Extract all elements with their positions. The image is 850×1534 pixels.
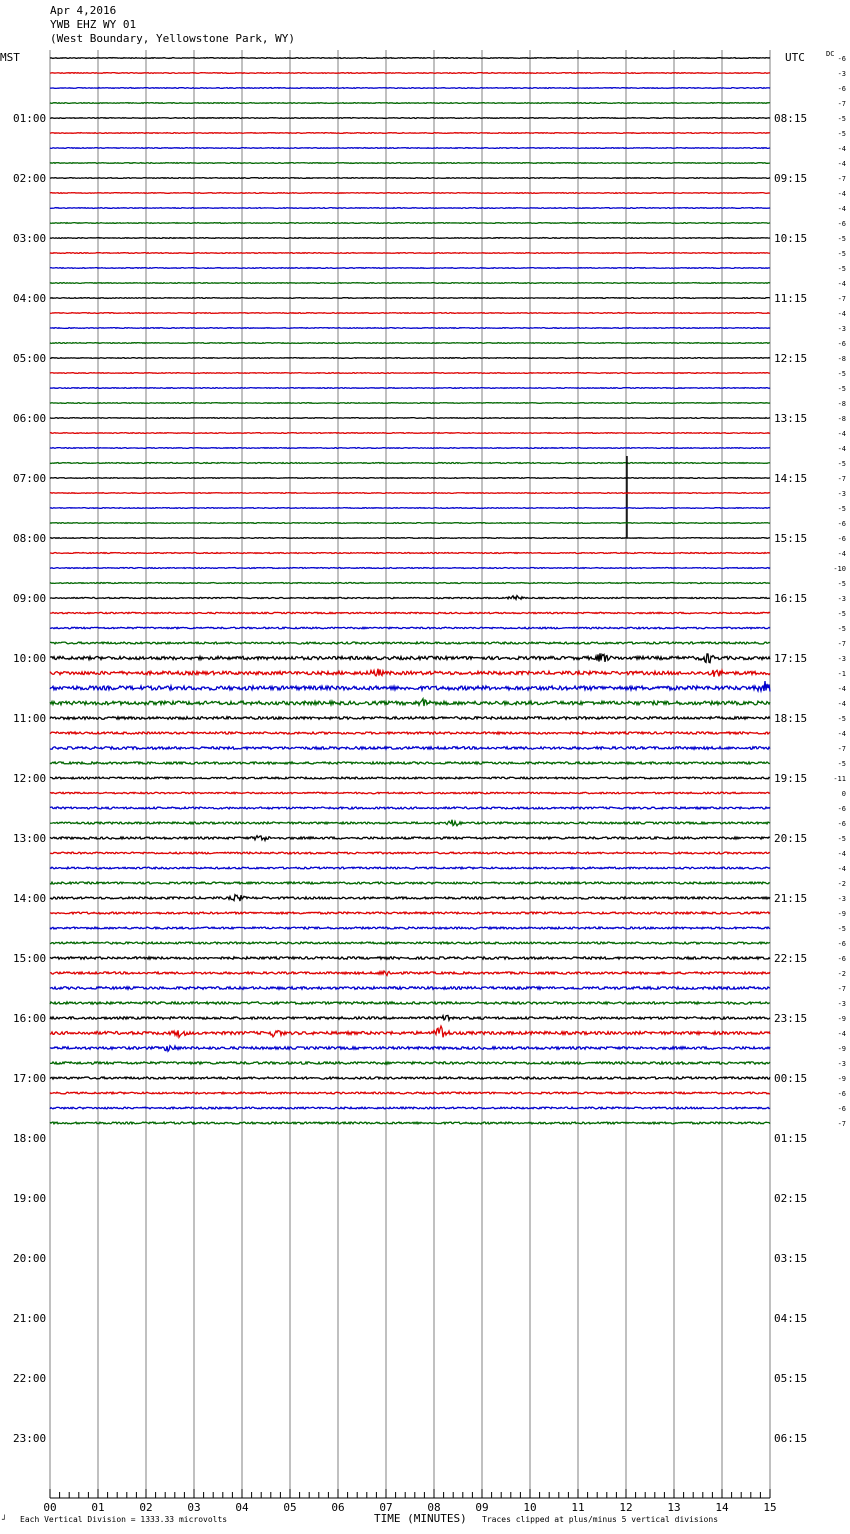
station-location: (West Boundary, Yellowstone Park, WY): [50, 32, 296, 45]
mst-hour-label: 20:00: [13, 1252, 47, 1265]
minute-tick-label: 13: [667, 1501, 681, 1514]
dc-offset-label: -4: [837, 280, 846, 288]
seismic-trace: [50, 1002, 770, 1004]
dc-offset-label: -8: [837, 415, 846, 423]
mst-hour-labels: [13, 112, 46, 1445]
dc-offset-label: -4: [837, 310, 846, 318]
seismic-trace: [50, 373, 770, 374]
seismic-trace: [50, 612, 770, 613]
seismic-trace: [50, 1026, 770, 1037]
dc-offset-label: -7: [837, 745, 846, 753]
dc-offset-label: -4: [837, 205, 846, 213]
minute-tick-label: 04: [235, 1501, 249, 1514]
utc-hour-label: 13:15: [774, 412, 808, 425]
seismic-trace: [50, 523, 770, 524]
seismic-trace: [50, 238, 770, 239]
seismic-trace: [50, 448, 770, 449]
seismic-trace: [50, 681, 770, 691]
seismic-trace: [50, 358, 770, 359]
utc-hour-label: 21:15: [774, 892, 808, 905]
seismic-traces: [50, 58, 770, 1124]
utc-hour-label: 06:15: [774, 1432, 808, 1445]
dc-offset-label: -7: [837, 175, 846, 183]
dc-offset-label: -4: [837, 865, 846, 873]
mst-hour-label: 04:00: [13, 292, 47, 305]
right-timezone-label: UTC: [785, 51, 805, 64]
mst-hour-label: 01:00: [13, 112, 47, 125]
seismic-trace: [50, 103, 770, 104]
mst-hour-label: 06:00: [13, 412, 47, 425]
seismic-trace: [50, 912, 770, 914]
seismic-trace: [50, 208, 770, 209]
seismic-trace: [50, 283, 770, 284]
dc-offset-label: -5: [837, 625, 846, 633]
seismic-trace: [50, 388, 770, 389]
utc-hour-label: 03:15: [774, 1252, 808, 1265]
vertical-division-note: Each Vertical Division = 1333.33 microvolts: [20, 1515, 228, 1524]
clipping-note: Traces clipped at plus/minus 5 vertical divisions: [482, 1515, 719, 1524]
dc-offset-label: -3: [837, 1060, 846, 1068]
time-axis: [43, 1489, 776, 1514]
seismic-trace: [50, 942, 770, 944]
seismic-trace: [50, 895, 770, 901]
utc-hour-label: 02:15: [774, 1192, 808, 1205]
dc-offset-label: -1: [837, 670, 846, 678]
utc-hour-labels: [774, 112, 807, 1445]
seismic-trace: [50, 223, 770, 224]
seismic-trace: [50, 971, 770, 975]
dc-offset-label: -7: [837, 985, 846, 993]
utc-hour-label: 22:15: [774, 952, 808, 965]
seismic-trace: [50, 313, 770, 314]
seismic-trace: [50, 493, 770, 494]
utc-hour-label: 19:15: [774, 772, 808, 785]
dc-offset-label: -6: [837, 340, 846, 348]
dc-header-label: DC: [826, 50, 835, 58]
seismic-trace: [50, 118, 770, 119]
utc-hour-label: 16:15: [774, 592, 808, 605]
mst-hour-label: 23:00: [13, 1432, 47, 1445]
seismic-trace: [50, 596, 770, 600]
seismic-trace: [50, 1062, 770, 1064]
minute-tick-label: 15: [763, 1501, 777, 1514]
dc-offset-label: -5: [837, 130, 846, 138]
seismic-trace: [50, 836, 770, 841]
dc-offset-label: -9: [837, 1045, 846, 1053]
dc-offset-label: -6: [837, 940, 846, 948]
dc-offset-label: -6: [837, 535, 846, 543]
dc-offset-label: -5: [837, 580, 846, 588]
dc-offset-labels: [833, 55, 846, 1128]
minute-tick-label: 00: [43, 1501, 57, 1514]
dc-offset-label: -5: [837, 460, 846, 468]
dc-offset-label: -4: [837, 1030, 846, 1038]
dc-offset-label: -3: [837, 895, 846, 903]
mst-hour-label: 11:00: [13, 712, 47, 725]
dc-offset-label: -3: [837, 1000, 846, 1008]
seismic-trace: [50, 328, 770, 329]
seismic-trace: [50, 1046, 770, 1051]
seismic-trace: [50, 1092, 770, 1094]
seismic-trace: [50, 418, 770, 419]
dc-offset-label: -6: [837, 220, 846, 228]
mst-hour-label: 12:00: [13, 772, 47, 785]
dc-offset-label: -8: [837, 400, 846, 408]
dc-offset-label: -11: [833, 775, 846, 783]
utc-hour-label: 09:15: [774, 172, 808, 185]
seismic-trace: [50, 88, 770, 89]
dc-offset-label: -9: [837, 1015, 846, 1023]
dc-offset-label: -5: [837, 235, 846, 243]
mst-hour-label: 05:00: [13, 352, 47, 365]
seismic-trace: [50, 73, 770, 74]
minute-tick-label: 06: [331, 1501, 345, 1514]
dc-offset-label: -6: [837, 1105, 846, 1113]
utc-hour-label: 01:15: [774, 1132, 808, 1145]
seismic-trace: [50, 568, 770, 569]
dc-offset-label: -5: [837, 265, 846, 273]
dc-offset-label: -8: [837, 355, 846, 363]
utc-hour-label: 18:15: [774, 712, 808, 725]
minute-grid-lines: [50, 50, 770, 1498]
minute-tick-label: 10: [523, 1501, 537, 1514]
mst-hour-label: 13:00: [13, 832, 47, 845]
seismic-trace: [50, 298, 770, 299]
seismic-trace: [50, 478, 770, 479]
utc-hour-label: 12:15: [774, 352, 808, 365]
mst-hour-label: 17:00: [13, 1072, 47, 1085]
dc-offset-label: -9: [837, 910, 846, 918]
dc-offset-label: -5: [837, 610, 846, 618]
utc-hour-label: 11:15: [774, 292, 808, 305]
seismic-trace: [50, 1016, 770, 1021]
mst-hour-label: 09:00: [13, 592, 47, 605]
dc-offset-label: -7: [837, 100, 846, 108]
dc-offset-label: -5: [837, 115, 846, 123]
dc-offset-label: -5: [837, 370, 846, 378]
dc-offset-label: -6: [837, 1090, 846, 1098]
seismic-trace: [50, 538, 770, 539]
seismic-trace: [50, 343, 770, 344]
dc-offset-label: -5: [837, 760, 846, 768]
dc-offset-label: -6: [837, 55, 846, 63]
dc-offset-label: -4: [837, 550, 846, 558]
seismic-trace: [50, 669, 770, 677]
dc-offset-label: -4: [837, 850, 846, 858]
dc-offset-label: 0: [841, 790, 846, 798]
dc-offset-label: -2: [837, 970, 846, 978]
seismic-trace: [50, 792, 770, 794]
seismic-trace: [50, 777, 770, 779]
station-code: YWB EHZ WY 01: [50, 18, 137, 31]
left-timezone-label: MST: [0, 51, 20, 64]
minute-tick-label: 05: [283, 1501, 297, 1514]
utc-hour-label: 14:15: [774, 472, 808, 485]
mst-hour-label: 21:00: [13, 1312, 47, 1325]
seismic-trace: [50, 403, 770, 404]
seismic-trace: [50, 867, 770, 869]
seismic-trace: [50, 1077, 770, 1079]
mst-hour-label: 08:00: [13, 532, 47, 545]
seismic-trace: [50, 433, 770, 434]
dc-offset-label: -4: [837, 190, 846, 198]
minute-tick-label: 08: [427, 1501, 441, 1514]
seismic-trace: [50, 627, 770, 629]
mst-hour-label: 03:00: [13, 232, 47, 245]
seismic-trace: [50, 178, 770, 179]
seismic-trace: [50, 927, 770, 929]
dc-offset-label: -7: [837, 475, 846, 483]
dc-offset-label: -6: [837, 820, 846, 828]
mst-hour-label: 02:00: [13, 172, 47, 185]
mst-hour-label: 14:00: [13, 892, 47, 905]
seismic-trace: [50, 717, 770, 720]
footer-corner-mark: ┘: [2, 1515, 7, 1524]
seismic-trace: [50, 852, 770, 854]
seismic-trace: [50, 1122, 770, 1124]
x-axis-title: TIME (MINUTES): [374, 1512, 467, 1525]
seismic-trace: [50, 653, 770, 662]
seismic-trace: [50, 133, 770, 134]
utc-hour-label: 10:15: [774, 232, 808, 245]
seismic-trace: [50, 732, 770, 734]
seismic-trace: [50, 193, 770, 194]
dc-offset-label: -6: [837, 805, 846, 813]
dc-offset-label: -9: [837, 1075, 846, 1083]
minute-tick-label: 14: [715, 1501, 729, 1514]
seismic-trace: [50, 747, 770, 750]
dc-offset-label: -7: [837, 640, 846, 648]
mst-hour-label: 10:00: [13, 652, 47, 665]
utc-hour-label: 04:15: [774, 1312, 808, 1325]
dc-offset-label: -10: [833, 565, 846, 573]
dc-offset-label: -3: [837, 595, 846, 603]
seismic-trace: [50, 553, 770, 554]
dc-offset-label: -5: [837, 385, 846, 393]
dc-offset-label: -6: [837, 955, 846, 963]
dc-offset-label: -5: [837, 835, 846, 843]
dc-offset-label: -5: [837, 925, 846, 933]
utc-hour-label: 00:15: [774, 1072, 808, 1085]
dc-offset-label: -3: [837, 490, 846, 498]
minute-tick-label: 03: [187, 1501, 201, 1514]
dc-offset-label: -5: [837, 505, 846, 513]
dc-offset-label: -6: [837, 85, 846, 93]
seismic-trace: [50, 583, 770, 584]
minute-tick-label: 02: [139, 1501, 153, 1514]
dc-offset-label: -4: [837, 145, 846, 153]
utc-hour-label: 20:15: [774, 832, 808, 845]
mst-hour-label: 16:00: [13, 1012, 47, 1025]
mst-hour-label: 18:00: [13, 1132, 47, 1145]
seismic-trace: [50, 987, 770, 990]
minute-tick-label: 11: [571, 1501, 585, 1514]
seismic-trace: [50, 148, 770, 149]
mst-hour-label: 07:00: [13, 472, 47, 485]
seismic-trace: [50, 882, 770, 884]
dc-offset-label: -5: [837, 250, 846, 258]
utc-hour-label: 05:15: [774, 1372, 808, 1385]
plot-date: Apr 4,2016: [50, 4, 117, 17]
seismic-trace: [50, 642, 770, 644]
dc-offset-label: -7: [837, 1120, 846, 1128]
seismic-trace: [50, 957, 770, 959]
seismic-trace: [50, 699, 770, 706]
dc-offset-label: -3: [837, 70, 846, 78]
dc-offset-label: -4: [837, 685, 846, 693]
mst-hour-label: 22:00: [13, 1372, 47, 1385]
seismic-trace: [50, 268, 770, 269]
utc-hour-label: 15:15: [774, 532, 808, 545]
seismic-trace: [50, 58, 770, 59]
dc-offset-label: -4: [837, 730, 846, 738]
dc-offset-label: -7: [837, 295, 846, 303]
dc-offset-label: -4: [837, 700, 846, 708]
utc-hour-label: 08:15: [774, 112, 808, 125]
minute-tick-label: 12: [619, 1501, 633, 1514]
dc-offset-label: -4: [837, 445, 846, 453]
seismic-trace: [50, 807, 770, 809]
seismic-trace: [50, 163, 770, 164]
mst-hour-label: 19:00: [13, 1192, 47, 1205]
dc-offset-label: -5: [837, 715, 846, 723]
dc-offset-label: -4: [837, 160, 846, 168]
dc-offset-label: -3: [837, 655, 846, 663]
seismic-trace: [50, 508, 770, 509]
minute-tick-label: 07: [379, 1501, 393, 1514]
seismic-trace: [50, 820, 770, 826]
dc-offset-label: -2: [837, 880, 846, 888]
seismic-trace: [50, 762, 770, 764]
minute-tick-label: 01: [91, 1501, 105, 1514]
minute-tick-label: 09: [475, 1501, 489, 1514]
dc-offset-label: -6: [837, 520, 846, 528]
utc-hour-label: 23:15: [774, 1012, 808, 1025]
seismic-trace: [50, 253, 770, 254]
seismic-trace: [50, 463, 770, 464]
mst-hour-label: 15:00: [13, 952, 47, 965]
dc-offset-label: -4: [837, 430, 846, 438]
dc-offset-label: -3: [837, 325, 846, 333]
seismic-trace: [50, 1107, 770, 1109]
utc-hour-label: 17:15: [774, 652, 808, 665]
